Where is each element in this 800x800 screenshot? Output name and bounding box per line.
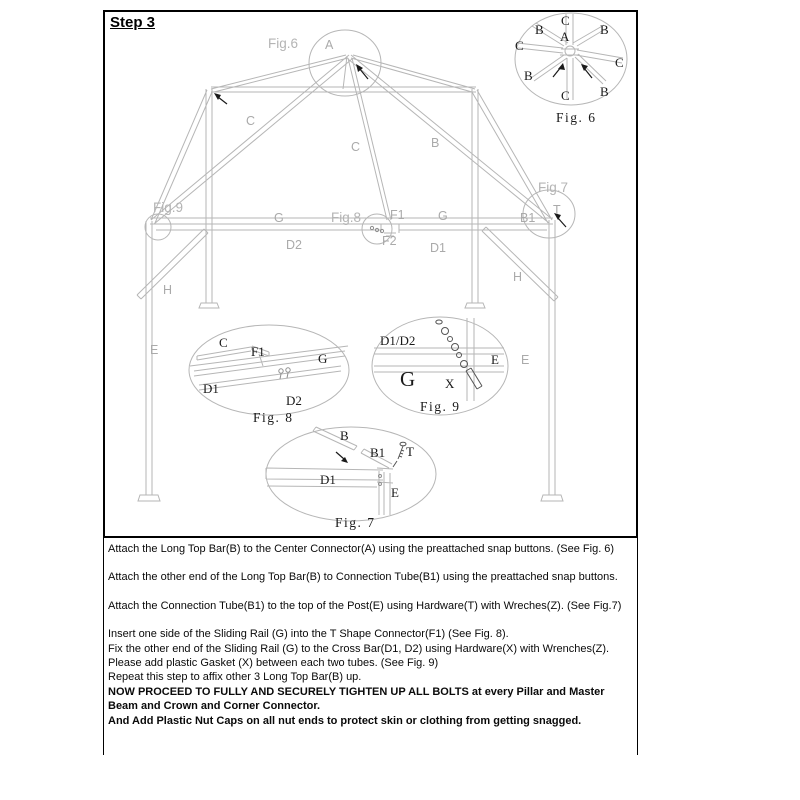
- label-h-right: H: [513, 270, 523, 284]
- fig9-caption: Fig. 9: [420, 399, 461, 414]
- label-fig9-callout: Fig.9: [153, 200, 184, 215]
- fig7-label-d1: D1: [320, 472, 336, 487]
- fig6-label-c-w: C: [515, 38, 524, 53]
- instruction-paragraph-6: Please add plastic Gasket (X) between each two tubes. (See Fig. 9): [108, 657, 439, 670]
- fig8-label-c: C: [219, 335, 228, 350]
- fig6-label-a: A: [560, 29, 570, 44]
- fig6-label-c-top: C: [561, 13, 570, 28]
- fig6-label-c-s: C: [561, 88, 570, 103]
- instruction-paragraph-3: Attach the Connection Tube(B1) to the top of the Post(E) using Hardware(T) with Wreches(Z). (See Fig.7): [108, 599, 622, 612]
- label-c-left: C: [246, 114, 256, 128]
- fig7-label-b1: B1: [370, 445, 386, 460]
- step-title: Step 3: [110, 14, 156, 31]
- fig6-label-b-nw: B: [535, 22, 544, 37]
- label-e-right: E: [521, 353, 530, 367]
- label-b-right: B: [431, 136, 440, 150]
- fig8-label-g: G: [318, 351, 328, 366]
- label-h-left: H: [163, 283, 173, 297]
- label-e-left: E: [150, 343, 159, 357]
- fig6-label-b-se: B: [600, 84, 609, 99]
- instructions-list: [104, 536, 637, 755]
- fig9-label-e: E: [491, 352, 499, 367]
- label-c-mid: C: [351, 140, 361, 154]
- fig9-label-x: X: [445, 376, 455, 391]
- label-g-left: G: [274, 211, 284, 225]
- instruction-paragraph-2: Attach the other end of the Long Top Bar(B) to Connection Tube(B1) using the preattached snap buttons.: [108, 571, 618, 584]
- label-d2-main: D2: [286, 238, 302, 252]
- fig6-label-c-e: C: [615, 55, 624, 70]
- fig8-label-d2: D2: [286, 393, 302, 408]
- fig8-caption: Fig. 8: [253, 410, 294, 425]
- fig9-label-d1d2: D1/D2: [380, 333, 416, 348]
- instruction-paragraph-5: Fix the other end of the Sliding Rail (G) to the Cross Bar(D1, D2) using Hardware(X) with Wrenches(Z).: [108, 642, 610, 655]
- label-fig8-callout: Fig.8: [331, 210, 362, 225]
- instruction-paragraph-8: NOW PROCEED TO FULLY AND SECURELY TIGHTEN UP ALL BOLTS at every Pillar and Master Beam and Crown and Corner Connector.: [108, 685, 605, 713]
- fig8-detail: [189, 325, 349, 415]
- label-d1-main: D1: [430, 241, 446, 255]
- fig7-label-b: B: [340, 428, 349, 443]
- label-f2-main: F2: [382, 234, 397, 248]
- label-b1-main: B1: [520, 211, 536, 225]
- instruction-paragraph-7: Repeat this step to affix other 3 Long Top Bar(B) up.: [108, 671, 362, 684]
- fig6-label-b-ne: B: [600, 22, 609, 37]
- fig6-caption: Fig. 6: [556, 110, 597, 125]
- instruction-paragraph-4: Insert one side of the Sliding Rail (G) into the T Shape Connector(F1) (See Fig. 8).: [108, 628, 509, 641]
- fig8-label-f1: F1: [251, 344, 265, 359]
- fig6-detail: [515, 13, 627, 105]
- posts-and-braces: [137, 89, 563, 501]
- instruction-paragraph-9: And Add Plastic Nut Caps on all nut ends to protect skin or clothing from getting snagged.: [108, 714, 582, 727]
- label-fig6-callout: Fig.6: [268, 36, 299, 51]
- fig6-label-b-sw: B: [524, 68, 533, 83]
- label-g-right: G: [438, 209, 448, 223]
- fig7-label-e: E: [391, 485, 399, 500]
- label-a-main: A: [325, 38, 334, 52]
- label-fig7-callout: Fig.7: [538, 180, 569, 195]
- fig7-detail: [266, 427, 436, 521]
- label-f1-main: F1: [390, 208, 405, 222]
- fig8-label-d1: D1: [203, 381, 219, 396]
- fig9-label-g: G: [400, 367, 416, 391]
- snap-button-arrow-icons: [214, 64, 569, 227]
- fig7-label-t: T: [406, 444, 414, 459]
- fig7-caption: Fig. 7: [335, 515, 376, 530]
- instruction-paragraph-1: Attach the Long Top Bar(B) to the Center Connector(A) using the preattached snap buttons. (See Fig. 6): [108, 543, 615, 555]
- label-t-main: T: [553, 203, 561, 217]
